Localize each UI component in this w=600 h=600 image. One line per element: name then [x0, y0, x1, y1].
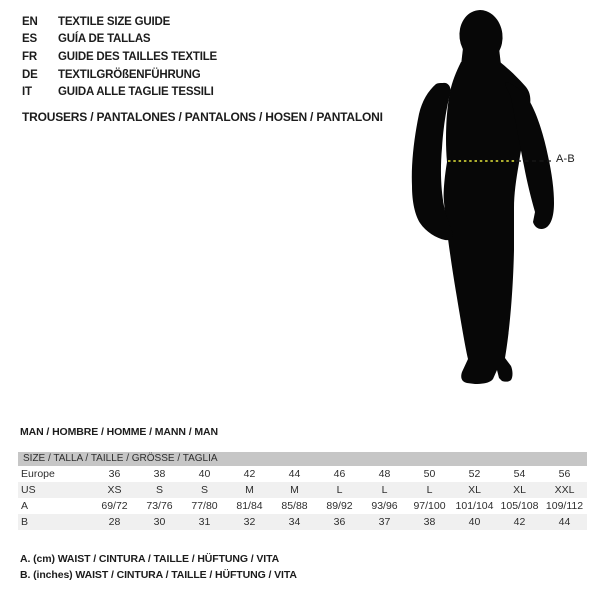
- table-cell: XL: [513, 484, 526, 496]
- table-cell: 44: [288, 468, 301, 480]
- table-cell: 42: [513, 516, 526, 528]
- table-cell: 81/84: [236, 500, 263, 512]
- table-cell: L: [336, 484, 343, 496]
- table-cell: 85/88: [281, 500, 308, 512]
- table-cell: XS: [107, 484, 122, 496]
- table-cell: M: [290, 484, 299, 496]
- table-cell: 54: [513, 468, 526, 480]
- language-code: IT: [22, 86, 32, 99]
- table-cell: 69/72: [101, 500, 128, 512]
- language-code: DE: [22, 68, 38, 81]
- table-cell: XL: [468, 484, 481, 496]
- size-table: [18, 452, 587, 530]
- footnote-list: [20, 551, 297, 583]
- language-code: ES: [22, 33, 37, 46]
- language-title: TEXTILE SIZE GUIDE: [58, 15, 171, 28]
- footnotes: [20, 551, 297, 583]
- table-cell: XXL: [554, 484, 575, 496]
- language-title: GUIDE DES TAILLES TEXTILE: [58, 50, 217, 63]
- table-cell: 31: [198, 516, 211, 528]
- table-cell: 42: [243, 468, 256, 480]
- table-cell: 32: [243, 516, 256, 528]
- measure-label-ab: A-B: [556, 153, 575, 165]
- table-cell: L: [381, 484, 388, 496]
- table-cell: 97/100: [413, 500, 446, 512]
- row-cells-europe: [92, 466, 587, 482]
- table-cell: S: [155, 484, 163, 496]
- garment-category: TROUSERS / PANTALONES / PANTALONS / HOSEN / PANTALONI: [22, 110, 383, 124]
- table-cell: 93/96: [371, 500, 398, 512]
- table-cell: 48: [378, 468, 391, 480]
- language-title: GUIDA ALLE TAGLIE TESSILI: [58, 86, 214, 99]
- table-cell: 46: [333, 468, 346, 480]
- table-cell: 40: [468, 516, 481, 528]
- table-row-b-inches: [18, 514, 587, 530]
- table-cell: 37: [378, 516, 391, 528]
- row-label-us: US: [21, 484, 36, 496]
- table-cell: 52: [468, 468, 481, 480]
- footnote: B. (inches) WAIST / CINTURA / TAILLE / HÜFTUNG / VITA: [20, 569, 297, 581]
- table-cell: 109/112: [545, 500, 584, 512]
- table-cell: 77/80: [191, 500, 218, 512]
- table-cell: 28: [108, 516, 121, 528]
- table-cell: 89/92: [326, 500, 353, 512]
- table-cell: 73/76: [146, 500, 173, 512]
- row-label-europe: Europe: [21, 468, 55, 480]
- table-cell: M: [245, 484, 254, 496]
- table-cell: 101/104: [455, 500, 494, 512]
- row-label-a: A: [21, 500, 29, 512]
- table-cell: 34: [288, 516, 301, 528]
- table-row-us: [18, 482, 587, 498]
- row-label-b: B: [21, 516, 29, 528]
- man-silhouette: [412, 8, 554, 384]
- table-cell: S: [200, 484, 208, 496]
- table-cell: 44: [558, 516, 571, 528]
- language-code: FR: [22, 50, 37, 63]
- row-cells-b: [92, 514, 587, 530]
- table-cell: 38: [423, 516, 436, 528]
- size-table-header: SIZE / TALLA / TAILLE / GRÖSSE / TAGLIA: [18, 452, 587, 466]
- table-cell: 36: [333, 516, 346, 528]
- table-cell: 56: [558, 468, 571, 480]
- row-cells-a: [92, 498, 587, 514]
- table-cell: 40: [198, 468, 211, 480]
- language-code: EN: [22, 15, 38, 28]
- table-cell: 30: [153, 516, 166, 528]
- footnote: A. (cm) WAIST / CINTURA / TAILLE / HÜFTUNG / VITA: [20, 553, 280, 565]
- row-cells-us: [92, 482, 587, 498]
- table-cell: 50: [423, 468, 436, 480]
- table-cell: 38: [153, 468, 166, 480]
- silhouette-left-arm: [412, 83, 453, 240]
- gender-heading: MAN / HOMBRE / HOMME / MANN / MAN: [20, 426, 218, 438]
- language-title: TEXTILGRÖßENFÜHRUNG: [58, 68, 201, 81]
- table-row-europe: [18, 466, 587, 482]
- table-row-a-cm: [18, 498, 587, 514]
- language-title: GUÍA DE TALLAS: [58, 33, 151, 46]
- table-cell: 105/108: [500, 500, 539, 512]
- table-cell: L: [426, 484, 433, 496]
- table-cell: 36: [108, 468, 121, 480]
